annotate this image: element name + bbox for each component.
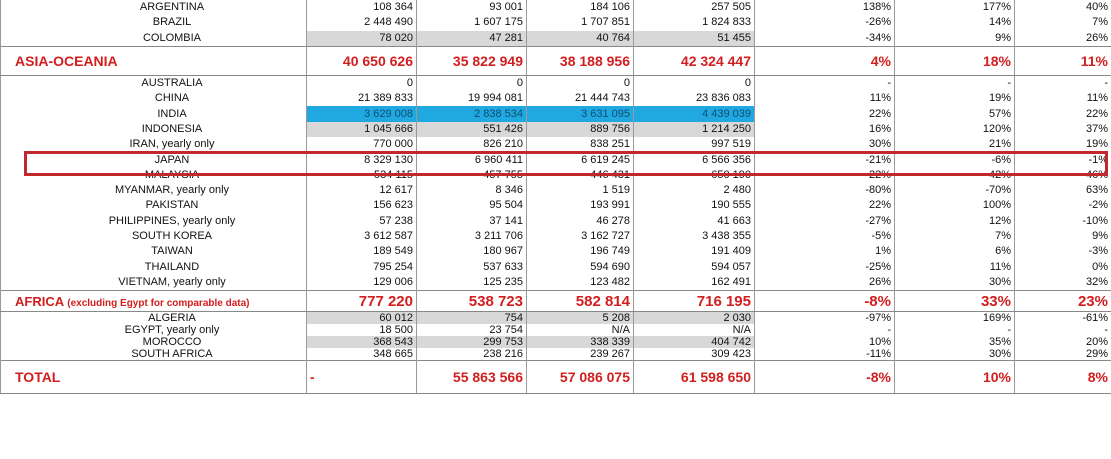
region-row-total — [1, 361, 1111, 394]
value-cell: 9% — [895, 31, 1015, 47]
table-row — [1, 214, 1111, 229]
value-cell: 177% — [895, 0, 1015, 15]
value-cell: 4 439 039 — [634, 106, 755, 121]
value-cell: 42% — [895, 168, 1015, 183]
country-name: PHILIPPINES, yearly only — [1, 214, 307, 229]
value-cell: 22% — [1015, 106, 1111, 121]
table-row — [1, 0, 1111, 15]
table-body — [1, 0, 1111, 394]
value-cell: 10% — [755, 336, 895, 348]
value-cell: 108 364 — [307, 0, 417, 15]
value-cell: - — [895, 75, 1015, 91]
country-name: VIETNAM, yearly only — [1, 275, 307, 291]
value-cell: 16% — [755, 122, 895, 137]
value-cell: -27% — [755, 214, 895, 229]
region-name — [1, 361, 307, 394]
value-cell: 11% — [755, 91, 895, 106]
value-cell: 309 423 — [634, 348, 755, 361]
region-value-cell: 42 324 447 — [634, 46, 755, 75]
region-value-cell: 538 723 — [417, 291, 527, 312]
value-cell: 37% — [1015, 122, 1111, 137]
value-cell: 32% — [1015, 275, 1111, 291]
value-cell: - — [755, 324, 895, 336]
value-cell: -61% — [1015, 312, 1111, 325]
region-value-cell: 11% — [1015, 46, 1111, 75]
value-cell: 22% — [755, 198, 895, 213]
table-row — [1, 75, 1111, 91]
value-cell: 11% — [1015, 91, 1111, 106]
country-name: IRAN, yearly only — [1, 137, 307, 152]
value-cell: 21% — [895, 137, 1015, 152]
region-value-cell: 35 822 949 — [417, 46, 527, 75]
value-cell: 754 — [417, 312, 527, 325]
country-name: MYANMAR, yearly only — [1, 183, 307, 198]
value-cell: 1 824 833 — [634, 15, 755, 30]
country-name: MALAYSIA — [1, 168, 307, 183]
value-cell: 2 838 534 — [417, 106, 527, 121]
value-cell: 6 566 356 — [634, 152, 755, 167]
value-cell: 534 115 — [307, 168, 417, 183]
region-label: AFRICA — [15, 293, 64, 309]
value-cell: 826 210 — [417, 137, 527, 152]
value-cell: 1 707 851 — [527, 15, 634, 30]
value-cell: 1 045 666 — [307, 122, 417, 137]
value-cell: 368 543 — [307, 336, 417, 348]
country-name: JAPAN — [1, 152, 307, 167]
value-cell: 1 214 250 — [634, 122, 755, 137]
value-cell: -34% — [755, 31, 895, 47]
value-cell: 6 619 245 — [527, 152, 634, 167]
value-cell: 537 633 — [417, 259, 527, 274]
value-cell: 404 742 — [634, 336, 755, 348]
value-cell: - — [755, 75, 895, 91]
value-cell: 11% — [895, 259, 1015, 274]
value-cell: 3 162 727 — [527, 229, 634, 244]
value-cell: 51 455 — [634, 31, 755, 47]
value-cell: 2 448 490 — [307, 15, 417, 30]
value-cell: 0% — [1015, 259, 1111, 274]
value-cell: -97% — [755, 312, 895, 325]
region-value-cell: 55 863 566 — [417, 361, 527, 394]
value-cell: 184 106 — [527, 0, 634, 15]
table-row — [1, 137, 1111, 152]
region-note: (excluding Egypt for comparable data) — [67, 297, 250, 309]
value-cell: 7% — [1015, 15, 1111, 30]
value-cell: 838 251 — [527, 137, 634, 152]
value-cell: 22% — [755, 106, 895, 121]
table-row — [1, 259, 1111, 274]
value-cell: 6 960 411 — [417, 152, 527, 167]
country-name: AUSTRALIA — [1, 75, 307, 91]
value-cell: 29% — [1015, 348, 1111, 361]
value-cell: - — [1015, 75, 1111, 91]
value-cell: 180 967 — [417, 244, 527, 259]
table-row — [1, 244, 1111, 259]
value-cell: -6% — [895, 152, 1015, 167]
value-cell: 30% — [895, 275, 1015, 291]
value-cell: 3 211 706 — [417, 229, 527, 244]
value-cell: 57% — [895, 106, 1015, 121]
value-cell: 196 749 — [527, 244, 634, 259]
value-cell: 120% — [895, 122, 1015, 137]
value-cell: 14% — [895, 15, 1015, 30]
value-cell: 41 663 — [634, 214, 755, 229]
value-cell: 2 480 — [634, 183, 755, 198]
region-value-cell: 33% — [895, 291, 1015, 312]
value-cell: 1 519 — [527, 183, 634, 198]
value-cell: 19% — [895, 91, 1015, 106]
country-name: ALGERIA — [1, 312, 307, 325]
value-cell: 37 141 — [417, 214, 527, 229]
value-cell: -3% — [1015, 244, 1111, 259]
value-cell: 190 555 — [634, 198, 755, 213]
value-cell: 129 006 — [307, 275, 417, 291]
region-value-cell: -8% — [755, 291, 895, 312]
region-value-cell: 582 814 — [527, 291, 634, 312]
value-cell: 21 444 743 — [527, 91, 634, 106]
value-cell: 8 346 — [417, 183, 527, 198]
value-cell: -1% — [1015, 152, 1111, 167]
region-label: TOTAL — [15, 369, 61, 386]
value-cell: 3 631 095 — [527, 106, 634, 121]
country-name: COLOMBIA — [1, 31, 307, 47]
value-cell: 21 389 833 — [307, 91, 417, 106]
country-name: INDIA — [1, 106, 307, 121]
table-row — [1, 168, 1111, 183]
table-row — [1, 198, 1111, 213]
value-cell: 338 339 — [527, 336, 634, 348]
value-cell: 9% — [1015, 229, 1111, 244]
value-cell: - — [895, 324, 1015, 336]
table-row — [1, 106, 1111, 121]
value-cell: 123 482 — [527, 275, 634, 291]
value-cell: 19% — [1015, 137, 1111, 152]
value-cell: -11% — [755, 348, 895, 361]
value-cell: -5% — [755, 229, 895, 244]
value-cell: 348 665 — [307, 348, 417, 361]
value-cell: 26% — [755, 275, 895, 291]
region-value-cell: 61 598 650 — [634, 361, 755, 394]
value-cell: 8 329 130 — [307, 152, 417, 167]
value-cell: 997 519 — [634, 137, 755, 152]
table-row — [1, 15, 1111, 30]
region-value-cell: 40 650 626 — [307, 46, 417, 75]
table-row — [1, 275, 1111, 291]
country-name: PAKISTAN — [1, 198, 307, 213]
value-cell: -2% — [1015, 198, 1111, 213]
value-cell: 1% — [755, 244, 895, 259]
region-name — [1, 291, 307, 312]
table-row — [1, 336, 1111, 348]
region-value-cell: 57 086 075 — [527, 361, 634, 394]
value-cell: 795 254 — [307, 259, 417, 274]
value-cell: N/A — [527, 324, 634, 336]
value-cell: 770 000 — [307, 137, 417, 152]
value-cell: 257 505 — [634, 0, 755, 15]
country-name: MOROCCO — [1, 336, 307, 348]
value-cell: 3 629 008 — [307, 106, 417, 121]
value-cell: - — [1015, 324, 1111, 336]
value-cell: 551 426 — [417, 122, 527, 137]
table-row — [1, 152, 1111, 167]
value-cell: -10% — [1015, 214, 1111, 229]
table-row — [1, 324, 1111, 336]
region-value-cell: 716 195 — [634, 291, 755, 312]
country-name: CHINA — [1, 91, 307, 106]
value-cell: 169% — [895, 312, 1015, 325]
country-name: EGYPT, yearly only — [1, 324, 307, 336]
value-cell: 100% — [895, 198, 1015, 213]
region-value-cell: 777 220 — [307, 291, 417, 312]
value-cell: -21% — [755, 152, 895, 167]
value-cell: 60 012 — [307, 312, 417, 325]
country-name: SOUTH AFRICA — [1, 348, 307, 361]
value-cell: 30% — [895, 348, 1015, 361]
value-cell: 6% — [895, 244, 1015, 259]
value-cell: 46% — [1015, 168, 1111, 183]
value-cell: 156 623 — [307, 198, 417, 213]
value-cell: N/A — [634, 324, 755, 336]
value-cell: 2 030 — [634, 312, 755, 325]
value-cell: 446 431 — [527, 168, 634, 183]
region-value-cell: -8% — [755, 361, 895, 394]
value-cell: 63% — [1015, 183, 1111, 198]
region-value-cell: - — [307, 361, 417, 394]
table-row — [1, 31, 1111, 47]
value-cell: 650 190 — [634, 168, 755, 183]
region-value-cell: 23% — [1015, 291, 1111, 312]
value-cell: 193 991 — [527, 198, 634, 213]
table-row — [1, 183, 1111, 198]
country-name: THAILAND — [1, 259, 307, 274]
value-cell: 238 216 — [417, 348, 527, 361]
region-value-cell: 18% — [895, 46, 1015, 75]
value-cell: 5 208 — [527, 312, 634, 325]
value-cell: 189 549 — [307, 244, 417, 259]
value-cell: 40% — [1015, 0, 1111, 15]
value-cell: 0 — [307, 75, 417, 91]
table-row — [1, 348, 1111, 361]
country-name: BRAZIL — [1, 15, 307, 30]
value-cell: 191 409 — [634, 244, 755, 259]
value-cell: 1 607 175 — [417, 15, 527, 30]
value-cell: 30% — [755, 137, 895, 152]
value-cell: 239 267 — [527, 348, 634, 361]
country-name: SOUTH KOREA — [1, 229, 307, 244]
value-cell: 19 994 081 — [417, 91, 527, 106]
region-value-cell: 4% — [755, 46, 895, 75]
value-cell: 889 756 — [527, 122, 634, 137]
value-cell: 23 754 — [417, 324, 527, 336]
value-cell: 3 438 355 — [634, 229, 755, 244]
table-row — [1, 312, 1111, 325]
region-label: ASIA-OCEANIA — [15, 52, 118, 69]
country-name: INDONESIA — [1, 122, 307, 137]
country-name: ARGENTINA — [1, 0, 307, 15]
value-cell: 26% — [1015, 31, 1111, 47]
value-cell: 594 057 — [634, 259, 755, 274]
value-cell: 46 278 — [527, 214, 634, 229]
value-cell: 457 755 — [417, 168, 527, 183]
value-cell: 35% — [895, 336, 1015, 348]
table-row — [1, 91, 1111, 106]
value-cell: -26% — [755, 15, 895, 30]
value-cell: 93 001 — [417, 0, 527, 15]
country-name: TAIWAN — [1, 244, 307, 259]
region-row-africa — [1, 291, 1111, 312]
value-cell: 125 235 — [417, 275, 527, 291]
value-cell: 12 617 — [307, 183, 417, 198]
value-cell: 138% — [755, 0, 895, 15]
value-cell: 299 753 — [417, 336, 527, 348]
value-cell: 594 690 — [527, 259, 634, 274]
value-cell: 18 500 — [307, 324, 417, 336]
region-row-asia-oceania — [1, 46, 1111, 75]
value-cell: 0 — [634, 75, 755, 91]
value-cell: 3 612 587 — [307, 229, 417, 244]
value-cell: 0 — [527, 75, 634, 91]
value-cell: 78 020 — [307, 31, 417, 47]
table-row — [1, 122, 1111, 137]
region-name — [1, 46, 307, 75]
value-cell: 20% — [1015, 336, 1111, 348]
region-value-cell: 8% — [1015, 361, 1111, 394]
value-cell: 0 — [417, 75, 527, 91]
value-cell: 47 281 — [417, 31, 527, 47]
value-cell: 95 504 — [417, 198, 527, 213]
value-cell: 7% — [895, 229, 1015, 244]
value-cell: 23 836 083 — [634, 91, 755, 106]
value-cell: 12% — [895, 214, 1015, 229]
value-cell: 22% — [755, 168, 895, 183]
value-cell: 162 491 — [634, 275, 755, 291]
value-cell: 57 238 — [307, 214, 417, 229]
value-cell: -70% — [895, 183, 1015, 198]
value-cell: -25% — [755, 259, 895, 274]
table-row — [1, 229, 1111, 244]
value-cell: 40 764 — [527, 31, 634, 47]
region-value-cell: 10% — [895, 361, 1015, 394]
region-value-cell: 38 188 956 — [527, 46, 634, 75]
value-cell: -80% — [755, 183, 895, 198]
